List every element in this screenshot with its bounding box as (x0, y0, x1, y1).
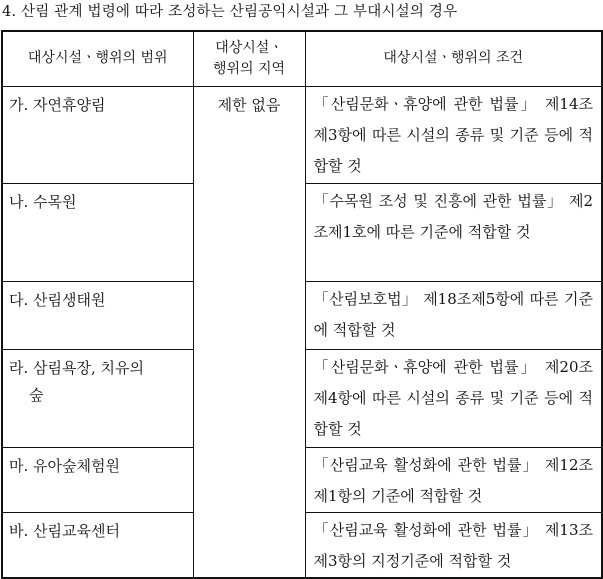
table-header-row (2, 31, 602, 86)
scope-text: 다. 산림생태원 (9, 290, 106, 309)
facility-conditions-table (1, 30, 603, 579)
condition-cell: 「산림교육 활성화에 관한 법률」 제13조제3항의 지정기준에 적합할 것 (305, 512, 602, 578)
scope-text: 라. 삼림욕장, 치유의 (9, 358, 144, 377)
scope-cell (2, 447, 193, 512)
header-region (193, 31, 305, 86)
scope-text: 바. 산림교육센터 (9, 521, 120, 540)
scope-cell (2, 281, 193, 349)
header-region-line2: 행위의 지역 (212, 60, 286, 77)
condition-cell: 「산림문화ㆍ휴양에 관한 법률」 제20조제4항에 따른 시설의 종류 및 기준 등에 적합할 것 (305, 349, 602, 447)
scope-text-continued: 숲 (29, 385, 44, 404)
condition-cell: 「산림보호법」 제18조제5항에 따른 기준에 적합할 것 (305, 281, 602, 349)
scope-cell (2, 349, 193, 447)
scope-cell (2, 512, 193, 578)
section-heading: 4. 산림 관계 법령에 따라 조성하는 산림공익시설과 그 부대시설의 경우 (2, 4, 458, 20)
scope-text: 마. 유아숲체험원 (9, 456, 120, 475)
condition-cell: 「산림교육 활성화에 관한 법률」 제12조제1항의 기준에 적합할 것 (305, 447, 602, 512)
header-region-line1: 대상시설ㆍ (215, 39, 283, 56)
scope-cell (2, 183, 193, 281)
condition-cell: 「산림문화ㆍ휴양에 관한 법률」 제14조제3항에 따른 시설의 종류 및 기준 등에 적합할 것 (305, 86, 602, 183)
header-scope: 대상시설ㆍ행위의 범위 (2, 31, 193, 86)
condition-cell: 「수목원 조성 및 진흥에 관한 법률」 제2조제1호에 따른 기준에 적합할 것 (305, 183, 602, 281)
table-row (2, 86, 602, 183)
scope-text: 가. 자연휴양림 (9, 95, 106, 114)
region-cell: 제한 없음 (193, 86, 305, 578)
scope-text: 나. 수목원 (9, 192, 77, 211)
scope-cell (2, 86, 193, 183)
header-condition: 대상시설ㆍ행위의 조건 (305, 31, 602, 86)
